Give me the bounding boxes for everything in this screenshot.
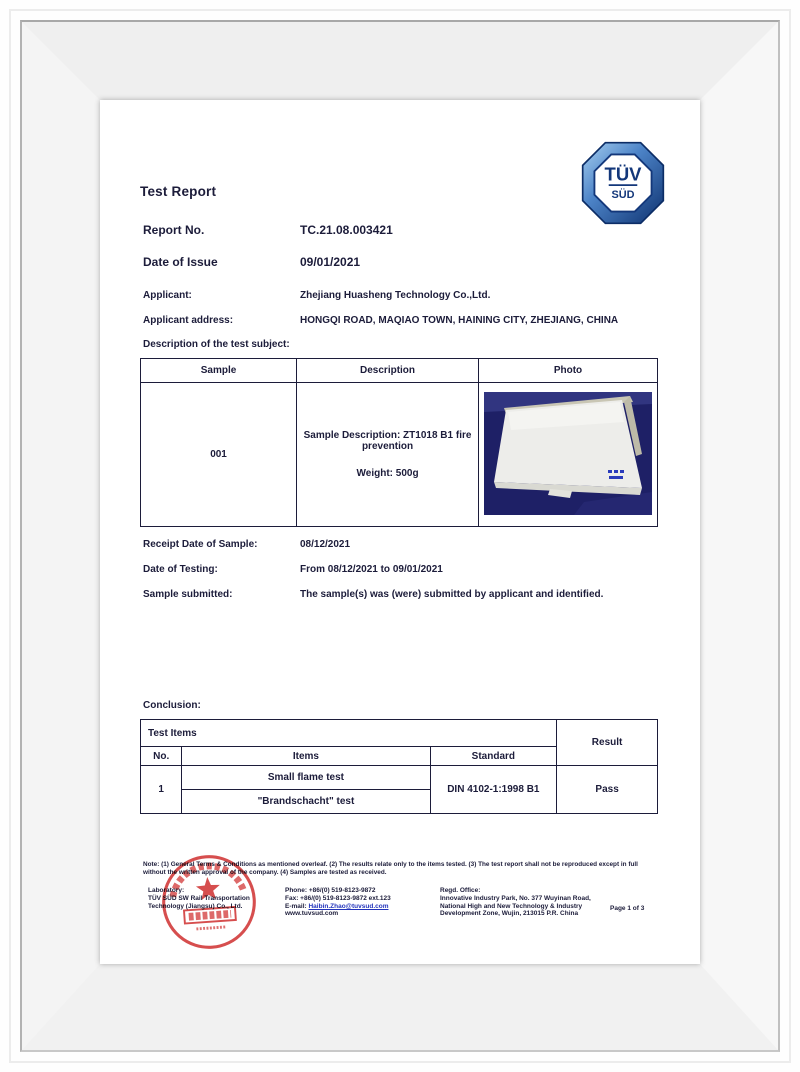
- table-row: [141, 383, 658, 527]
- conclusion-table: [140, 719, 658, 814]
- test-report-document: [100, 100, 700, 964]
- result-header: Result: [557, 720, 658, 766]
- page-number: Page 1 of 3: [610, 905, 645, 912]
- seal-sub-text: [196, 927, 225, 929]
- receipt-date-row: [143, 539, 660, 551]
- website-line: www.tuvsud.com: [285, 910, 339, 918]
- test-items-header: Test Items: [141, 720, 557, 747]
- footer-note: Note: (1) General Terms & Conditions as mentioned overleaf. (2) The results relate only to the items tested. (3) The test report shall not be reproduced except in full without the written approval of the company. (4) Samples are tested as received.: [143, 861, 638, 876]
- standard-cell: DIN 4102-1:1998 B1: [430, 766, 557, 814]
- report-number-label: Report No.: [143, 223, 205, 237]
- test-item-1-cell: Small flame test: [182, 766, 430, 790]
- date-of-issue-value: 09/01/2021: [300, 255, 361, 269]
- report-number-row: [143, 223, 660, 237]
- sample-weight-text: Weight: 500g: [356, 468, 419, 479]
- sample-submitted-label: Sample submitted:: [143, 589, 233, 600]
- report-number-value: TC.21.08.003421: [300, 223, 393, 237]
- header-sample: Sample: [141, 359, 297, 383]
- fax-line: Fax: +86/(0) 519-8123-9872 ext.123: [285, 894, 391, 902]
- date-of-testing-value: From 08/12/2021 to 09/01/2021: [300, 564, 443, 575]
- conclusion-header-row: [141, 720, 658, 747]
- col-no-header: No.: [141, 747, 182, 766]
- test-number-cell: 1: [141, 766, 182, 814]
- sample-photo-cell: [478, 383, 657, 527]
- sample-submitted-row: [143, 589, 660, 601]
- logo-text-sud: SÜD: [611, 189, 635, 202]
- laboratory-name: TÜV SÜD SW Rail Transportation Technology (Jiangsu) Co., Ltd.: [148, 894, 250, 910]
- conclusion-heading: Conclusion:: [143, 700, 201, 711]
- regd-office-label: Regd. Office:: [440, 887, 481, 894]
- email-line: [285, 903, 425, 911]
- company-seal-stamp: [152, 845, 265, 958]
- applicant-value: Zhejiang Huasheng Technology Co.,Ltd.: [300, 290, 491, 301]
- registered-office-block: [440, 887, 605, 918]
- table-header-row: [141, 359, 658, 383]
- applicant-row: [143, 290, 660, 302]
- col-items-header: Items: [182, 747, 430, 766]
- logo-text-tuv: TÜV: [604, 163, 642, 185]
- sample-id-cell: 001: [141, 383, 297, 527]
- sample-submitted-value: The sample(s) was (were) submitted by applicant and identified.: [300, 589, 604, 600]
- conclusion-data-row-1: [141, 766, 658, 790]
- applicant-address-row: [143, 315, 660, 327]
- sample-description-cell: [297, 383, 479, 527]
- sample-photo-image: [484, 392, 652, 515]
- sample-description-text: Sample Description: ZT1018 B1 fire prevention: [303, 430, 472, 452]
- header-description: Description: [297, 359, 479, 383]
- test-item-2-cell: "Brandschacht" test: [182, 790, 430, 814]
- subject-section-heading: Description of the test subject:: [143, 339, 290, 350]
- receipt-date-value: 08/12/2021: [300, 539, 351, 550]
- col-standard-header: Standard: [430, 747, 557, 766]
- laboratory-label: Laboratory:: [148, 887, 185, 894]
- contact-block: [285, 887, 425, 918]
- applicant-address-value: HONGQI ROAD, MAQIAO TOWN, HAINING CITY, ZHEJIANG, CHINA: [300, 315, 619, 326]
- report-title: Test Report: [140, 184, 217, 199]
- email-label: E-mail:: [285, 902, 307, 910]
- result-cell: Pass: [557, 766, 658, 814]
- date-of-testing-label: Date of Testing:: [143, 564, 218, 575]
- date-of-testing-row: [143, 564, 660, 576]
- header-photo: Photo: [478, 359, 657, 383]
- applicant-address-label: Applicant address:: [143, 315, 234, 326]
- seal-box-text: [189, 914, 231, 917]
- seal-star-icon: [195, 876, 220, 900]
- email-link[interactable]: Haibin.Zhao@tuvsud.com: [308, 902, 389, 910]
- sample-description-table: [140, 358, 658, 527]
- applicant-label: Applicant:: [143, 290, 192, 301]
- date-of-issue-label: Date of Issue: [143, 255, 218, 269]
- regd-office-address: Innovative Industry Park, No. 377 Wuyinan Road, National High and New Technology & Industry Development Zone, Wujin, 213015 P.R. China: [440, 894, 591, 918]
- date-of-issue-row: [143, 255, 660, 269]
- phone-line: Phone: +86/(0) 519-8123-9872: [285, 887, 376, 894]
- receipt-date-label: Receipt Date of Sample:: [143, 539, 258, 550]
- tuv-sud-logo-icon: [581, 141, 665, 225]
